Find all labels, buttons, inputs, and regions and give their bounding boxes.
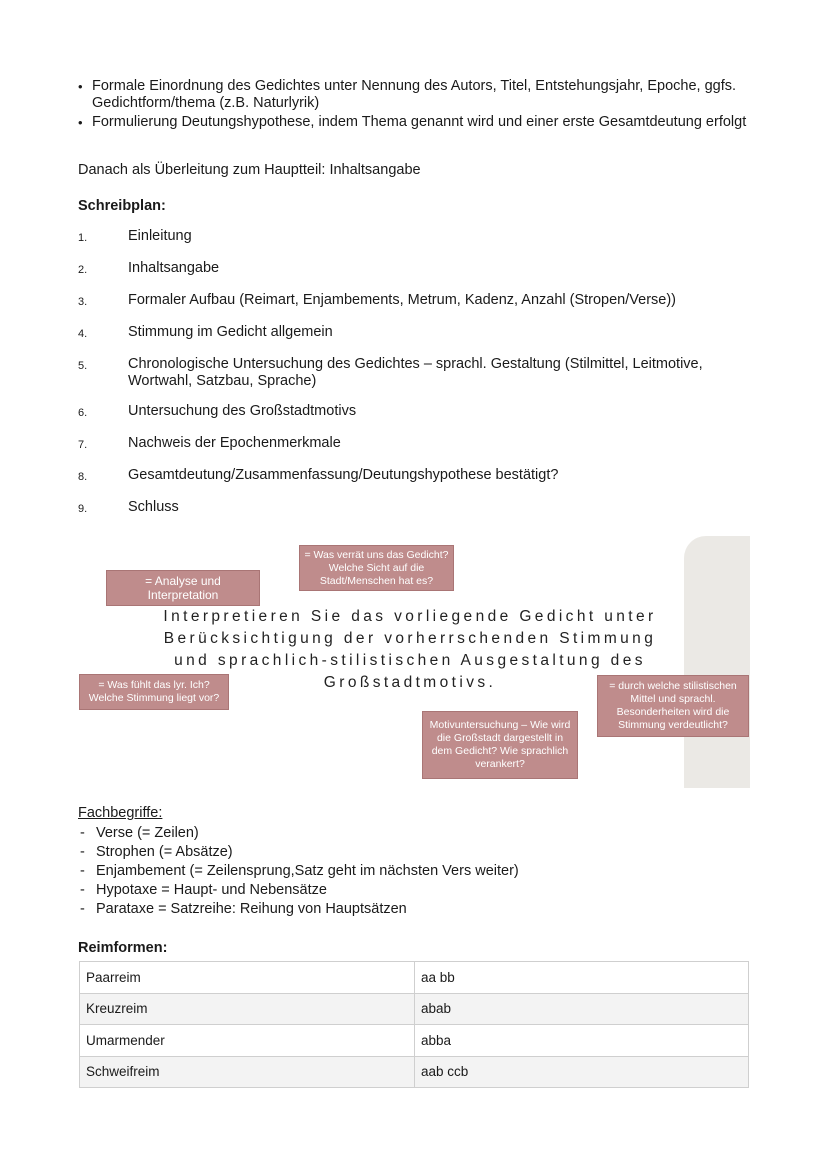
rhyme-scheme: abba [415, 1025, 749, 1057]
table-row [80, 962, 749, 994]
table-row [80, 1056, 749, 1088]
curtain-decoration [684, 536, 750, 788]
note-stylistic-means: = durch welche stilistischen Mittel und sprachl. Besonderheiten wird die Stimmung verdeutlicht? [597, 675, 749, 737]
intro-bullet-list [78, 78, 748, 133]
terms-list [78, 824, 519, 919]
term-item: - Strophen (= Absätze) [78, 843, 519, 862]
plan-item-text: Stimmung im Gedicht allgemein [128, 324, 333, 340]
plan-item [78, 292, 758, 311]
rhyme-table [79, 961, 749, 1088]
plan-item-number: 3. [78, 296, 88, 308]
plan-item-text: Untersuchung des Großstadtmotivs [128, 403, 357, 419]
term-item: - Parataxe = Satzreihe: Reihung von Hauptsätzen [78, 900, 519, 919]
rhyme-name: Kreuzreim [80, 993, 415, 1025]
plan-item-text: Gesamtdeutung/Zusammenfassung/Deutungshypothese bestätigt? [128, 467, 559, 483]
plan-item-text: Inhaltsangabe [128, 260, 220, 276]
plan-item [78, 435, 758, 454]
plan-item-number: 7. [78, 439, 88, 451]
plan-item-number: 6. [78, 407, 88, 419]
rhyme-name: Schweifreim [80, 1056, 415, 1088]
table-row [80, 993, 749, 1025]
note-motif: Motivuntersuchung – Wie wird die Großstadt dargestellt in dem Gedicht? Wie sprachlich verankert? [422, 711, 578, 779]
plan-item-text: Schluss [128, 499, 179, 515]
plan-item-text: Chronologische Untersuchung des Gedichtes – sprachl. Gestaltung (Stilmittel, Leitmotive, Wortwahl, Satzbau, Sprache) [128, 356, 703, 389]
note-city-view: = Was verrät uns das Gedicht? Welche Sicht auf die Stadt/Menschen hat es? [299, 545, 454, 591]
plan-item-text: Nachweis der Epochenmerkmale [128, 435, 341, 451]
term-item: - Hypotaxe = Haupt- und Nebensätze [78, 881, 519, 900]
rhyme-name: Paarreim [80, 962, 415, 994]
plan-item [78, 499, 758, 518]
plan-item-text: Einleitung [128, 228, 192, 244]
plan-item-number: 1. [78, 232, 88, 244]
plan-item [78, 228, 758, 247]
intro-bullet: • Formulierung Deutungshypothese, indem Thema genannt wird und einer erste Gesamtdeutung erfolgt [78, 114, 748, 131]
transition-text: Danach als Überleitung zum Hauptteil: Inhaltsangabe [78, 162, 421, 178]
note-mood: = Was fühlt das lyr. Ich? Welche Stimmung liegt vor? [79, 674, 229, 710]
terms-title: Fachbegriffe: [78, 805, 163, 821]
table-row [80, 1025, 749, 1057]
note-analyse: = Analyse und Interpretation [106, 570, 260, 606]
plan-item [78, 356, 758, 390]
plan-title: Schreibplan: [78, 198, 166, 214]
writing-plan-list [78, 228, 758, 531]
intro-bullet: • Formale Einordnung des Gedichtes unter Nennung des Autors, Titel, Entstehungsjahr, Epoche, ggfs. Gedichtform/thema (z.B. Naturlyrik) [78, 78, 748, 112]
plan-item-text: Formaler Aufbau (Reimart, Enjambements, Metrum, Kadenz, Anzahl (Stropen/Verse)) [128, 292, 677, 308]
plan-item [78, 403, 758, 422]
term-item: - Enjambement (= Zeilensprung,Satz geht im nächsten Vers weiter) [78, 862, 519, 881]
plan-item-number: 9. [78, 503, 88, 515]
plan-item-number: 5. [78, 360, 88, 372]
plan-item-number: 8. [78, 471, 88, 483]
rhyme-name: Umarmender [80, 1025, 415, 1057]
plan-item-number: 4. [78, 328, 88, 340]
term-item: - Verse (= Zeilen) [78, 824, 519, 843]
plan-item [78, 260, 758, 279]
plan-item-number: 2. [78, 264, 88, 276]
rhyme-scheme: aa bb [415, 962, 749, 994]
rhyme-title: Reimformen: [78, 940, 168, 956]
plan-item [78, 324, 758, 343]
task-statement: Interpretieren Sie das vorliegende Gedicht unter Berücksichtigung der vorherrschenden Stimmung und sprachlich-stilistischen Ausgestaltung des Großstadtmotivs. [163, 608, 657, 691]
rhyme-scheme: aab ccb [415, 1056, 749, 1088]
plan-item [78, 467, 758, 486]
rhyme-scheme: abab [415, 993, 749, 1025]
task-diagram [0, 530, 828, 790]
